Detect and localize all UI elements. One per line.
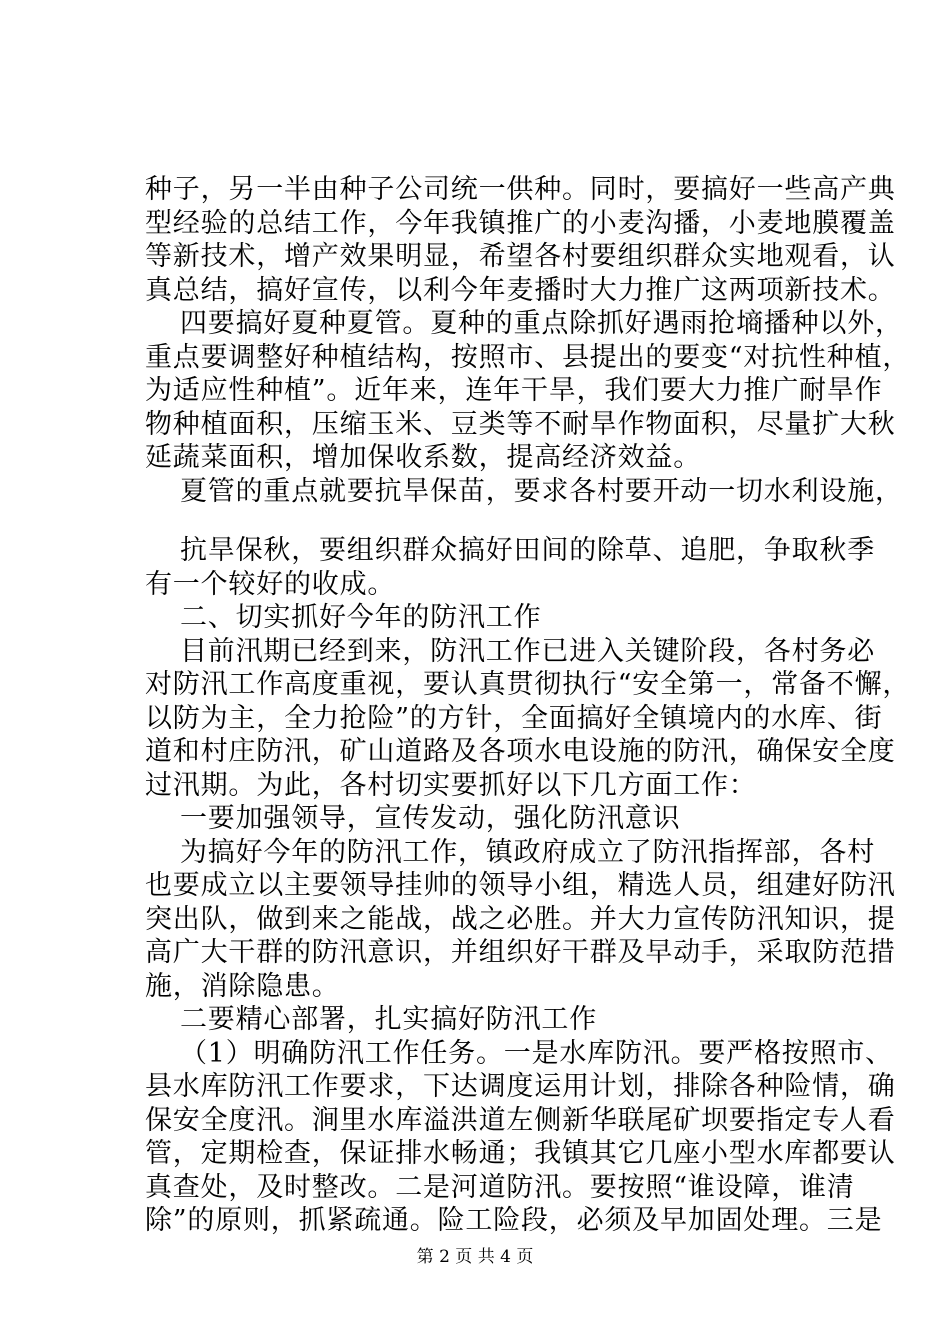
paragraph-line: 除”的原则，抓紧疏通。险工险段，必须及早加固处理。三是: [145, 1205, 883, 1236]
page-number-footer: 第 2 页 共 4 页: [416, 1247, 534, 1267]
paragraph-line: 四要搞好夏种夏管。夏种的重点除抓好遇雨抢墒播种以外，: [180, 308, 903, 339]
paragraph-line: 也要成立以主要领导挂帅的领导小组，精选人员，组建好防汛: [145, 870, 896, 901]
subsection-heading: 一要加强领导，宣传发动，强化防汛意识: [180, 803, 681, 834]
section-heading: 二、切实抓好今年的防汛工作: [180, 602, 542, 633]
paragraph-line: 过汛期。为此，各村切实要抓好以下几方面工作：: [145, 770, 757, 801]
paragraph-line: 重点要调整好种植结构，按照市、县提出的要变“对抗性种植，: [145, 342, 911, 373]
paragraph-line: 真查处，及时整改。二是河道防汛。要按照“谁设障，谁清: [145, 1172, 855, 1203]
paragraph-line: 突出队，做到来之能战，战之必胜。并大力宣传防汛知识，提: [145, 904, 896, 935]
paragraph-line: 夏管的重点就要抗旱保苗，要求各村要开动一切水利设施，: [180, 476, 903, 507]
paragraph-line: 种子，另一半由种子公司统一供种。同时，要搞好一些高产典: [145, 174, 896, 205]
paragraph-line: 高广大干群的防汛意识，并组织好干群及早动手，采取防范措: [145, 937, 896, 968]
paragraph-line: 抗旱保秋，要组织群众搞好田间的除草、追肥，争取秋季: [180, 535, 875, 566]
paragraph-line: 目前汛期已经到来，防汛工作已进入关键阶段，各村务必: [180, 636, 875, 667]
paragraph-line: 延蔬菜面积，增加保收系数，提高经济效益。: [145, 442, 701, 473]
paragraph-line: 县水库防汛工作要求，下达调度运用计划，排除各种险情，确: [145, 1071, 896, 1102]
paragraph-line: （1）明确防汛工作任务。一是水库防汛。要严格按照市、: [180, 1038, 893, 1069]
paragraph-line: 等新技术，增产效果明显，希望各村要组织群众实地观看，认: [145, 241, 896, 272]
paragraph-line: 为适应性种植”。近年来，连年干旱，我们要大力推广耐旱作: [145, 375, 883, 406]
paragraph-line: 物种植面积，压缩玉米、豆类等不耐旱作物面积，尽量扩大秋: [145, 409, 896, 440]
paragraph-line: 施，消除隐患。: [145, 971, 340, 1002]
subsection-heading: 二要精心部署，扎实搞好防汛工作: [180, 1004, 597, 1035]
paragraph-line: 道和村庄防汛，矿山道路及各项水电设施的防汛，确保安全度: [145, 736, 896, 767]
paragraph-line: 型经验的总结工作，今年我镇推广的小麦沟播，小麦地膜覆盖: [145, 208, 896, 239]
paragraph-line: 有一个较好的收成。: [145, 569, 396, 600]
paragraph-line: 真总结，搞好宣传，以利今年麦播时大力推广这两项新技术。: [145, 275, 896, 306]
paragraph-line: 对防汛工作高度重视，要认真贯彻执行“安全第一，常备不懈，: [145, 669, 911, 700]
paragraph-line: 为搞好今年的防汛工作，镇政府成立了防汛指挥部，各村: [180, 837, 875, 868]
paragraph-line: 以防为主，全力抢险”的方针，全面搞好全镇境内的水库、街: [145, 703, 883, 734]
paragraph-line: 保安全度汛。涧里水库溢洪道左侧新华联尾矿坝要指定专人看: [145, 1105, 896, 1136]
paragraph-line: 管，定期检查，保证排水畅通；我镇其它几座小型水库都要认: [145, 1138, 896, 1169]
